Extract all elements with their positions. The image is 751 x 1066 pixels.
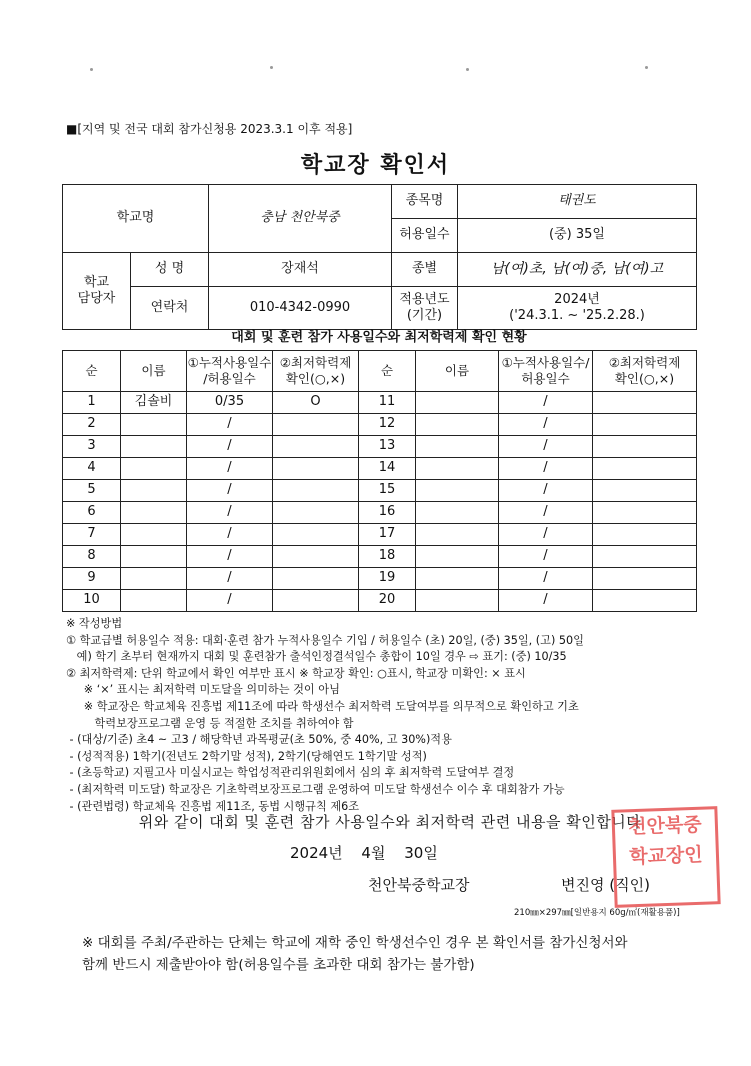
table-row [63,546,697,568]
student-name [121,414,187,436]
student-name [416,480,499,502]
row-number: 13 [359,436,416,458]
name-label: 성 명 [131,253,209,287]
student-name [416,436,499,458]
used-days: / [187,546,273,568]
student-name [416,414,499,436]
school-label: 학교명 [63,185,209,253]
table-row [63,392,697,414]
student-name [416,458,499,480]
row-number: 1 [63,392,121,414]
row-number: 17 [359,524,416,546]
used-days: / [499,546,593,568]
category-label: 종별 [392,253,458,287]
row-number: 2 [63,414,121,436]
student-name [416,524,499,546]
min-level-check [273,568,359,590]
row-number: 10 [63,590,121,612]
student-name [121,480,187,502]
info-table [62,184,697,330]
note-line: - (성적적용) 1학기(전년도 2학기말 성적), 2학기(당해연도 1학기말 성적) [66,749,427,763]
used-days: / [499,480,593,502]
seal-line: 천안북중 [627,813,702,839]
contact-label: 연락처 [131,287,209,330]
header-no: 순 [359,351,416,392]
min-level-check [593,590,697,612]
row-number: 20 [359,590,416,612]
school-value: 충남 천안북중 [209,185,392,253]
row-number: 4 [63,458,121,480]
used-days: / [187,502,273,524]
used-days: / [499,436,593,458]
row-number: 3 [63,436,121,458]
header-min-level: ②최저학력제 확인(○,×) [273,351,359,392]
page-title: 학교장 확인서 [300,153,451,178]
contact-value: 010-4342-0990 [209,287,392,330]
scan-dot [270,66,273,69]
allowed-days-value: (중) 35일 [458,219,697,253]
scan-dot [466,68,469,71]
min-level-check [593,524,697,546]
note-line: 학력보장프로그램 운영 등 적절한 조치를 취하여야 함 [66,716,354,730]
min-level-check [273,414,359,436]
min-level-check [593,414,697,436]
min-level-check [273,480,359,502]
note-line: ※ 학교장은 학교체육 진흥법 제11조에 따라 학생선수 최저학력 도달여부를 의무적으로 확인하고 기초 [66,699,579,713]
header-min-level: ②최저학력제 확인(○,×) [593,351,697,392]
used-days: / [187,414,273,436]
sport-label: 종목명 [392,185,458,219]
student-name [121,458,187,480]
student-name [121,502,187,524]
row-number: 5 [63,480,121,502]
used-days: / [499,568,593,590]
table-row [63,502,697,524]
allowed-days-label: 허용일수 [392,219,458,253]
row-number: 8 [63,546,121,568]
min-level-check [273,524,359,546]
min-level-check [593,392,697,414]
table-row [63,458,697,480]
used-days: / [499,502,593,524]
note-line: - (최저학력 미도달) 학교장은 기초학력보장프로그램 운영하여 미도달 학생선수 이수 후 대회참가 가능 [66,782,565,796]
issue-date: 2024년 4월 30일 [290,844,438,862]
header-no: 순 [63,351,121,392]
student-name [416,590,499,612]
row-number: 12 [359,414,416,436]
student-name [121,590,187,612]
min-level-check [273,502,359,524]
seal-line: 학교장인 [628,843,704,869]
student-name [416,392,499,414]
row-number: 9 [63,568,121,590]
note-line: - (관련법령) 학교체육 진흥법 제11조, 동법 시행규칙 제6조 [66,799,360,813]
used-days: / [187,480,273,502]
used-days: / [499,590,593,612]
note-line: ※ 작성방법 [66,617,123,630]
name-value: 장재석 [209,253,392,287]
student-name [416,546,499,568]
year-label: 적용년도 (기간) [392,287,458,330]
min-level-check [593,502,697,524]
table-row [63,480,697,502]
header-used: ①누적사용일수/ 허용일수 [499,351,593,392]
records-title: 대회 및 훈련 참가 사용일수와 최저학력제 확인 현황 [231,330,527,345]
sport-value: 태권도 [458,185,697,219]
student-name [121,546,187,568]
used-days: / [187,436,273,458]
row-number: 14 [359,458,416,480]
note-line: - (초등학교) 지필고사 미실시교는 학업성적관리위원회에서 심의 후 최저학력 도달여부 결정 [66,766,515,780]
paper-spec: 210㎜×297㎜[일반용지 60g/㎡(재활용품)] [514,908,680,918]
min-level-check [593,546,697,568]
min-level-check [593,458,697,480]
header-note: ■[지역 및 전국 대회 참가신청용 2023.3.1 이후 적용] [66,122,353,136]
row-number: 19 [359,568,416,590]
bottom-note: ※ 대회를 주최/주관하는 단체는 학교에 재학 중인 학생선수인 경우 본 확인서를 참가신청서와 함께 반드시 제출받아야 함(허용일수를 초과한 대회 참가는 불가함) [82,935,628,973]
student-name: 김솔비 [121,392,187,414]
principal-name: 변진영 (직인) [561,876,650,894]
used-days: / [499,524,593,546]
used-days: / [499,392,593,414]
min-level-check [593,568,697,590]
scan-dot [645,66,648,69]
category-value: 남(여)초, 남(여)중, 남(여)고 [458,253,697,287]
min-level-check: O [273,392,359,414]
used-days: / [499,414,593,436]
min-level-check [273,590,359,612]
used-days: 0/35 [187,392,273,414]
row-number: 11 [359,392,416,414]
writing-instructions [66,616,716,815]
note-line: ② 최저학력제: 단위 학교에서 확인 여부만 표시 ※ 학교장 확인: ○표시, 학교장 미확인: × 표시 [66,666,526,680]
student-name [121,524,187,546]
period-value: ('24.3.1. ~ '25.2.28.) [509,308,645,323]
min-level-check [593,480,697,502]
table-row [63,568,697,590]
header-used: ①누적사용일수 /허용일수 [187,351,273,392]
row-number: 6 [63,502,121,524]
used-days: / [499,458,593,480]
min-level-check [593,436,697,458]
table-row [63,590,697,612]
note-line: 예) 학기 초부터 현재까지 대회 및 훈련참가 출석인정결석일수 총합이 10일 경우 ⇨ 표기: (중) 10/35 [66,650,567,664]
min-level-check [273,546,359,568]
records-table [62,350,697,612]
used-days: / [187,524,273,546]
row-number: 15 [359,480,416,502]
year-cell [458,287,697,330]
note-line: - (대상/기준) 초4 ~ 고3 / 해당학년 과목평균(초 50%, 중 40%, 고 30%)적용 [66,733,452,747]
row-number: 7 [63,524,121,546]
table-row [63,524,697,546]
student-name [416,502,499,524]
student-name [121,568,187,590]
official-seal-stamp [611,806,720,908]
min-level-check [273,436,359,458]
row-number: 18 [359,546,416,568]
min-level-check [273,458,359,480]
note-line: ① 학교급별 허용일수 적용: 대회·훈련 참가 누적사용일수 기입 / 허용일수 (초) 20일, (중) 35일, (고) 50일 [66,633,584,647]
header-name: 이름 [121,351,187,392]
table-row [63,414,697,436]
student-name [121,436,187,458]
scan-dot [90,68,93,71]
staff-label: 학교 담당자 [63,253,131,330]
note-line: ※ ‘×’ 표시는 최저학력 미도달을 의미하는 것이 아님 [66,683,340,697]
year-value: 2024년 [554,291,600,307]
confirm-statement: 위와 같이 대회 및 훈련 참가 사용일수와 최저학력 관련 내용을 확인합니다 [138,813,642,831]
student-name [416,568,499,590]
used-days: / [187,458,273,480]
row-number: 16 [359,502,416,524]
used-days: / [187,568,273,590]
header-name: 이름 [416,351,499,392]
used-days: / [187,590,273,612]
table-row [63,436,697,458]
school-principal-title: 천안북중학교장 [368,876,470,894]
